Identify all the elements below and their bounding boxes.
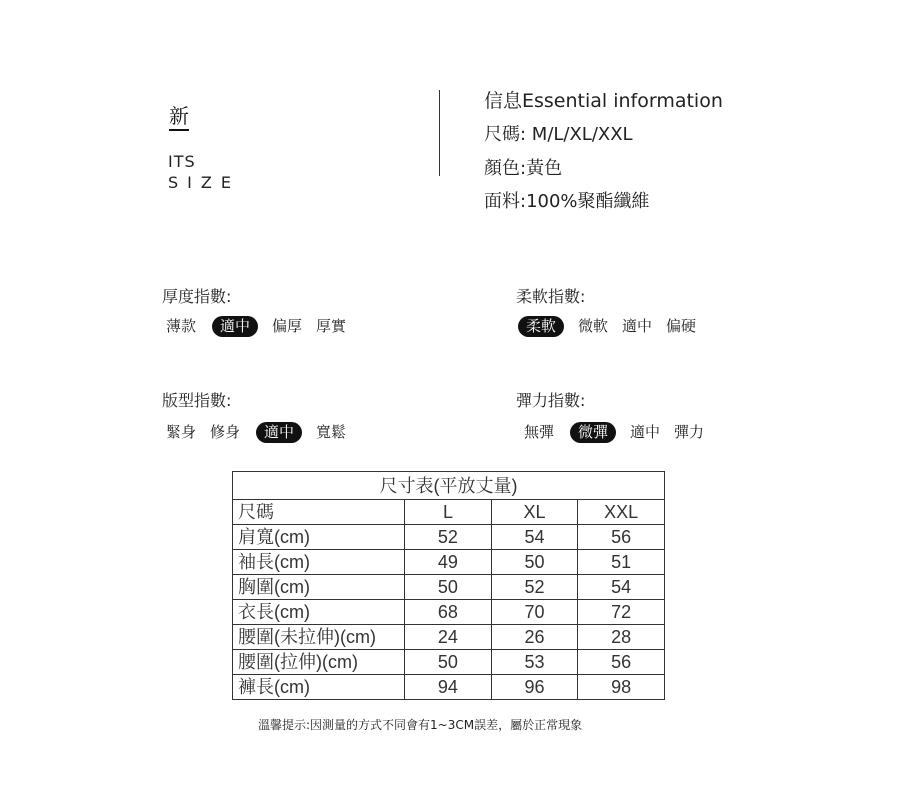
index-option: 彈力 [674,423,705,441]
table-cell: 52 [491,575,578,600]
table-cell: 26 [491,625,578,650]
index-option-selected: 微彈 [570,422,616,443]
softness-index-options [516,316,710,337]
elasticity-index-title: 彈力指數: [516,391,586,410]
index-option: 偏厚 [272,317,303,335]
softness-index-title: 柔軟指數: [516,287,586,306]
index-option: 薄款 [166,317,197,335]
column-header: L [405,500,492,525]
table-cell: 70 [491,600,578,625]
table-cell: 53 [491,650,578,675]
table-cell: 72 [578,600,665,625]
row-label: 衣長(cm) [233,600,405,625]
column-header: XXL [578,500,665,525]
table-cell: 94 [405,675,492,700]
row-label: 腰圍(未拉伸)(cm) [233,625,405,650]
index-option: 修身 [210,423,241,441]
size-table-caption: 尺寸表(平放丈量) [233,472,665,500]
size-table [232,471,665,700]
table-cell: 98 [578,675,665,700]
column-header: 尺碼 [233,500,405,525]
index-option-selected: 適中 [212,316,258,337]
table-cell: 52 [405,525,492,550]
table-cell: 56 [578,650,665,675]
fit-index-options [166,422,360,443]
table-cell: 24 [405,625,492,650]
table-cell: 54 [491,525,578,550]
info-size: 尺碼: M/L/XL/XXL [484,124,633,145]
table-cell: 50 [491,550,578,575]
thickness-index-title: 厚度指數: [162,287,232,306]
index-option: 適中 [630,423,661,441]
table-cell: 54 [578,575,665,600]
table-cell: 28 [578,625,665,650]
table-row [233,650,665,675]
index-option: 無彈 [524,423,555,441]
row-label: 腰圍(拉伸)(cm) [233,650,405,675]
table-cell: 68 [405,600,492,625]
index-option: 緊身 [166,423,197,441]
table-cell: 56 [578,525,665,550]
thickness-index-options [166,316,360,337]
table-row [233,625,665,650]
table-cell: 50 [405,575,492,600]
table-row [233,675,665,700]
table-cell: 51 [578,550,665,575]
info-heading: 信息Essential information [484,90,723,112]
index-option: 寬鬆 [316,423,347,441]
index-option: 厚實 [316,317,347,335]
column-header: XL [491,500,578,525]
index-option: 適中 [622,317,653,335]
row-label: 袖長(cm) [233,550,405,575]
table-cell: 49 [405,550,492,575]
table-row [233,575,665,600]
table-row [233,550,665,575]
row-label: 胸圍(cm) [233,575,405,600]
row-label: 褲長(cm) [233,675,405,700]
index-option: 偏硬 [666,317,697,335]
table-cell: 96 [491,675,578,700]
row-label: 肩寬(cm) [233,525,405,550]
table-row [233,525,665,550]
index-option: 微軟 [578,317,609,335]
brand-line-size: SIZE [168,173,240,192]
footnote: 溫馨提示:因測量的方式不同會有1~3CM誤差，屬於正常現象 [258,718,583,732]
brand-title: 新 [169,105,189,131]
table-cell: 50 [405,650,492,675]
index-option-selected: 柔軟 [518,316,564,337]
table-header-row [233,500,665,525]
info-material: 面料:100%聚酯纖維 [484,191,650,212]
vertical-divider [439,90,440,176]
table-row [233,600,665,625]
elasticity-index-options [524,422,718,443]
fit-index-title: 版型指數: [162,391,232,410]
index-option-selected: 適中 [256,422,302,443]
info-color: 顏色:黃色 [484,158,563,179]
brand-line-its: ITS [168,152,196,171]
